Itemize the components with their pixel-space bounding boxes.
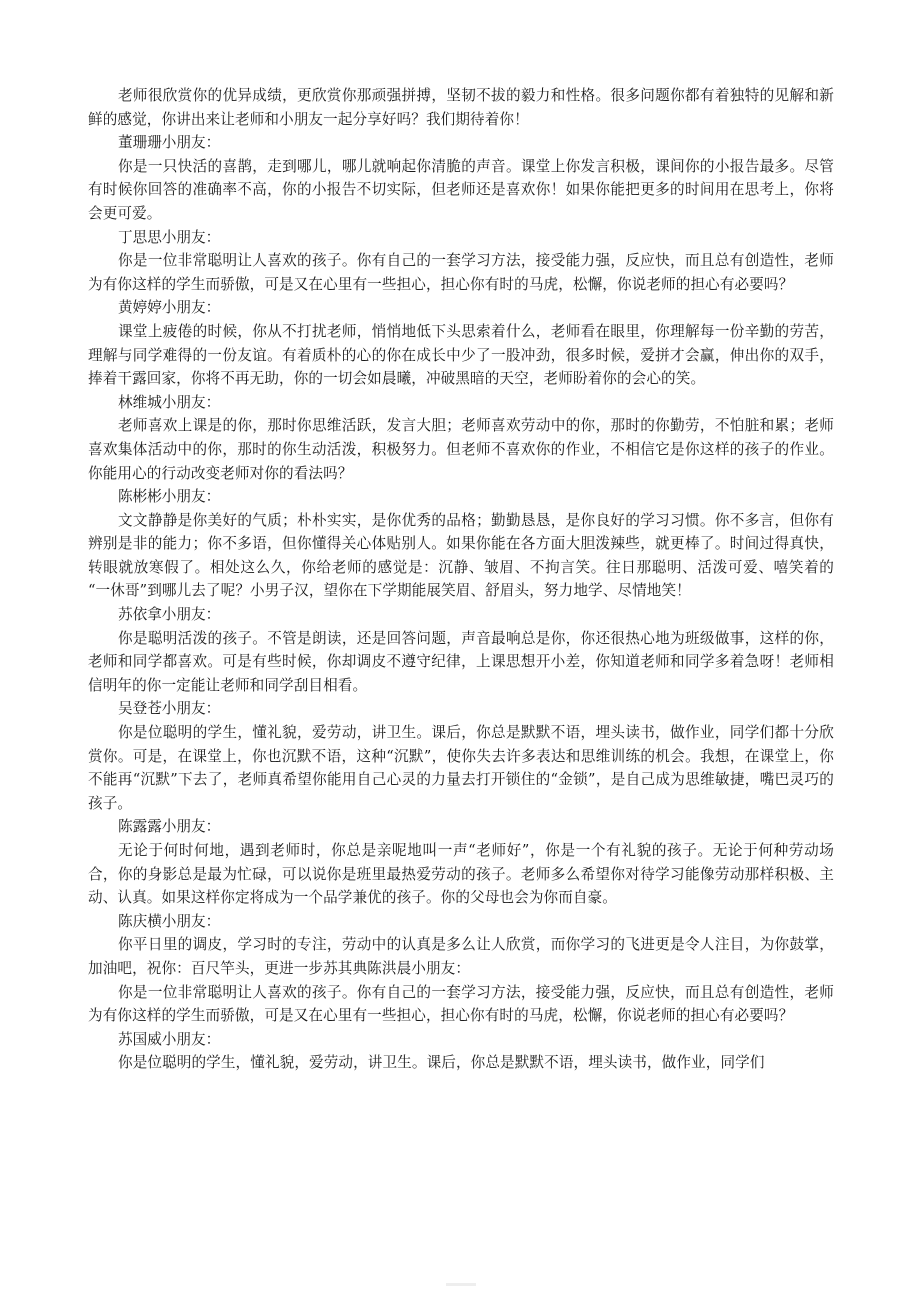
student-name-chen-lu: 陈露露小朋友： [118, 818, 221, 836]
comment-paragraph: 你是位聪明的学生，懂礼貌，爱劳动，讲卫生。课后，你总是默默不语，埋头读书，做作业，同学们都十分欣赏你。可是，在课堂上，你也沉默不语，这种“沉默”，使你失去许多表达和思维训练的机会。我想，在课堂上，你不能再“沉默”下去了，老师真希望你能用自己心灵的力量去打开锁住的“金锁”，是自己成为思维敏捷，嘴巴灵巧的孩子。 [88, 724, 834, 812]
student-name-ding: 丁思思小朋友： [118, 228, 221, 246]
comment-paragraph: 无论于何时何地，遇到老师时，你总是亲呢地叫一声“老师好”，你是一个有礼貌的孩子。无论于何种劳动场合，你的身影总是最为忙碌，可以说你是班里最热爱劳动的孩子。老师多么希望你对待学习能像劳动那样积极、主动、认真。如果这样你定将成为一个品学兼优的孩子。你的父母也会为你而自豪。 [88, 842, 834, 907]
comment-paragraph: 文文静静是你美好的气质；朴朴实实，是你优秀的品格；勤勤恳恳，是你良好的学习习惯。你不多言，但你有辨别是非的能力；你不多语，但你懂得关心体贴别人。如果你能在各方面大胆泼辣些，就更棒了。时间过得真快，转眼就放寒假了。相处这么久，你给老师的感觉是：沉静、皱眉、不拘言笑。往日那聪明、活泼可爱、嘻笑着的 “一休哥”到哪儿去了呢？小男子汉，望你在下学期能展笑眉、舒眉头，努力地学、尽情地笑！ [88, 511, 834, 600]
student-name-dong: 董珊珊小朋友： [118, 134, 221, 152]
page-footer-mark [446, 1283, 476, 1286]
student-name-lin: 林维城小朋友： [118, 393, 221, 411]
student-name-chen-qing: 陈庆横小朋友： [118, 912, 221, 930]
paragraph-intro: 老师很欣赏你的优异成绩，更欣赏你那顽强拼搏，坚韧不拔的毅力和性格。很多问题你都有着独特的见解和新鲜的感觉，你讲出来让老师和小朋友一起分享好吗？我们期待着你！ [88, 87, 834, 128]
comment-paragraph: 你是一位非常聪明让人喜欢的孩子。你有自己的一套学习方法，接受能力强，反应快，而且总有创造性，老师为有你这样的学生而骄傲，可是又在心里有一些担心，担心你有时的马虎，松懈，你说老师的担心有必要吗？ [88, 983, 834, 1025]
comment-paragraph: 你是一位非常聪明让人喜欢的孩子。你有自己的一套学习方法，接受能力强，反应快，而且总有创造性，老师为有你这样的学生而骄傲，可是又在心里有一些担心，担心你有时的马虎，松懈，你说老师的担心有必要吗？ [88, 252, 834, 293]
comment-paragraph: 你平日里的调皮，学习时的专注，劳动中的认真是多么让人欣赏，而你学习的飞进更是令人注目，为你鼓掌，加油吧，祝你：百尺竿头，更进一步苏其典陈洪晨小朋友： [88, 936, 834, 977]
student-name-su-yina: 苏依拿小朋友： [118, 606, 221, 624]
student-name-huang: 黄婷婷小朋友： [118, 299, 221, 317]
comment-paragraph: 你是位聪明的学生，懂礼貌，爱劳动，讲卫生。课后，你总是默默不语，埋头读书，做作业，同学们 [118, 1054, 765, 1072]
student-name-wu: 吴登苍小朋友： [118, 700, 221, 718]
comment-paragraph: 你是聪明活泼的孩子。不管是朗读，还是回答问题，声音最响总是你，你还很热心地为班级做事，这样的你，老师和同学都喜欢。可是有些时候，你却调皮不遵守纪律，上课思想开小差，你知道老师和同学多着急呀！老师相信明年的你一定能让老师和同学刮目相看。 [88, 629, 834, 694]
document-page [88, 84, 834, 1075]
comment-paragraph: 老师喜欢上课是的你，那时你思维活跃，发言大胆；老师喜欢劳动中的你，那时的你勤劳，不怕脏和累；老师喜欢集体活动中的你，那时的你生动活泼，积极努力。但老师不喜欢你的作业，不相信它是你这样的孩子的作业。你能用心的行动改变老师对你的看法吗？ [88, 417, 834, 482]
student-name-su-guowei: 苏国威小朋友： [118, 1030, 221, 1048]
comment-paragraph: 课堂上疲倦的时候，你从不打扰老师，悄悄地低下头思索着什么，老师看在眼里，你理解每一份辛勤的劳苦，理解与同学难得的一份友谊。有着质朴的心的你在成长中少了一股冲劲，很多时候，爱拼才会赢，伸出你的双手，捧着干露回家，你将不再无助，你的一切会如晨曦，冲破黑暗的天空，老师盼着你的会心的笑。 [88, 322, 834, 388]
student-name-chen-bin: 陈彬彬小朋友： [118, 488, 221, 506]
comment-paragraph: 你是一只快活的喜鹊，走到哪儿，哪儿就响起你清脆的声音。课堂上你发言积极，课间你的小报告最多。尽管有时候你回答的准确率不高，你的小报告不切实际，但老师还是喜欢你！如果你能把更多的时间用在思考上，你将会更可爱。 [88, 157, 834, 222]
